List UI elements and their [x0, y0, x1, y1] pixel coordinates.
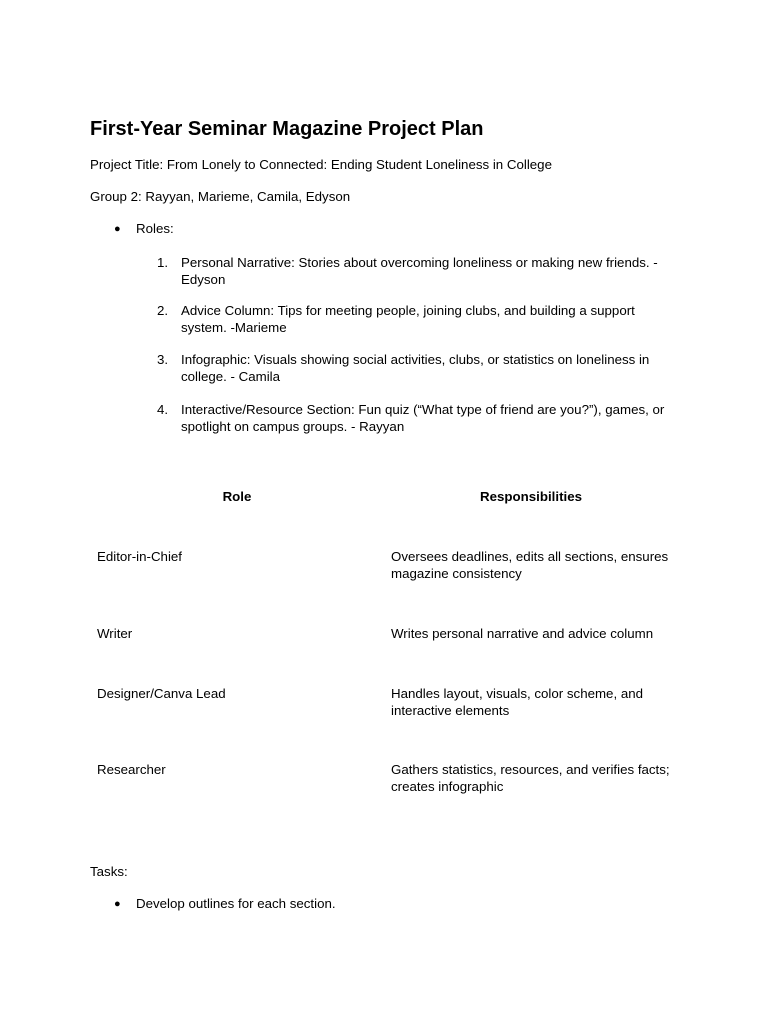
table-cell-responsibilities: Oversees deadlines, edits all sections, ensures magazine consistency — [391, 549, 669, 581]
task-item: Develop outlines for each section. — [136, 896, 336, 911]
table-cell-responsibilities: Gathers statistics, resources, and verifies facts; creates infographic — [391, 762, 670, 794]
list-number: 3. — [157, 352, 169, 367]
project-title-line: Project Title: From Lonely to Connected: Ending Student Loneliness in College — [90, 157, 552, 172]
list-number: 1. — [157, 255, 169, 270]
list-item-text: Personal Narrative: Stories about overcoming loneliness or making new friends. - Edyson — [181, 255, 658, 287]
table-cell-role: Editor-in-Chief — [97, 549, 182, 564]
table-header-role: Role — [222, 489, 252, 504]
bullet-icon: ● — [114, 898, 121, 910]
tasks-heading: Tasks: — [90, 864, 128, 879]
table-cell-role: Researcher — [97, 762, 166, 777]
table-cell-role: Writer — [97, 626, 133, 641]
page-title: First-Year Seminar Magazine Project Plan — [90, 118, 484, 140]
table-cell-responsibilities: Writes personal narrative and advice column — [391, 626, 654, 641]
list-number: 2. — [157, 303, 169, 318]
table-header-responsibilities: Responsibilities — [480, 489, 582, 504]
group-line: Group 2: Rayyan, Marieme, Camila, Edyson — [90, 189, 351, 204]
list-item-text: Infographic: Visuals showing social activities, clubs, or statistics on loneliness in college. - Camila — [181, 352, 650, 384]
table-cell-role: Designer/Canva Lead — [97, 686, 226, 701]
list-item-text: Advice Column: Tips for meeting people, joining clubs, and building a support system. -Marieme — [181, 303, 635, 335]
list-number: 4. — [157, 402, 169, 417]
bullet-icon: ● — [114, 223, 121, 235]
list-item-text: Interactive/Resource Section: Fun quiz (“What type of friend are you?”), games, or spotlight on campus groups. - Rayyan — [181, 402, 665, 434]
roles-heading: Roles: — [136, 221, 174, 236]
table-cell-responsibilities: Handles layout, visuals, color scheme, and interactive elements — [391, 686, 644, 718]
